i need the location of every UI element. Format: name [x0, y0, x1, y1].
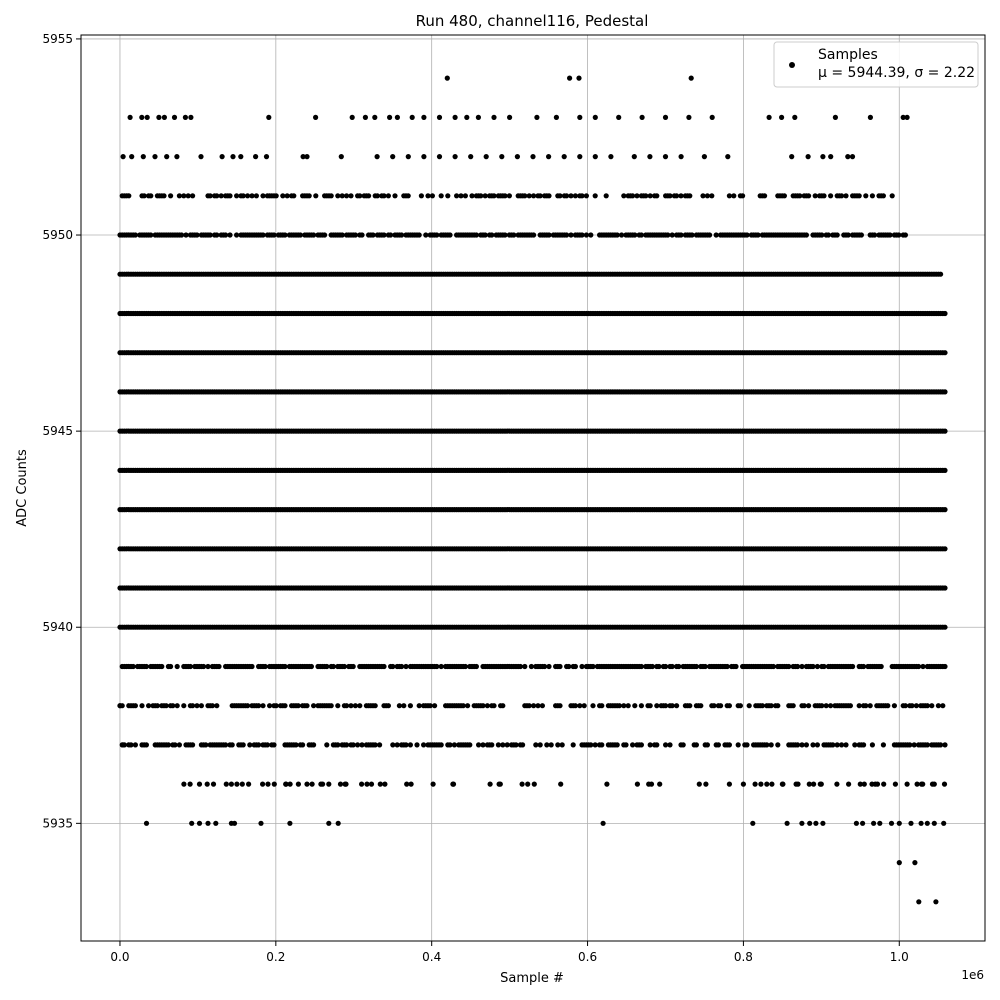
- data-point: [881, 193, 886, 198]
- data-point: [703, 782, 708, 787]
- data-point: [843, 193, 848, 198]
- data-point: [744, 742, 749, 747]
- data-point: [747, 703, 752, 708]
- data-level-5946: [117, 389, 947, 394]
- data-point: [139, 115, 144, 120]
- data-point: [707, 232, 712, 237]
- data-point: [489, 742, 494, 747]
- data-point: [214, 703, 219, 708]
- data-point: [599, 703, 604, 708]
- data-point: [584, 193, 589, 198]
- data-point: [733, 664, 738, 669]
- data-point: [828, 193, 833, 198]
- data-point: [531, 232, 536, 237]
- data-point: [863, 193, 868, 198]
- data-point: [942, 664, 947, 669]
- data-point: [942, 546, 947, 551]
- data-point: [791, 703, 796, 708]
- data-point: [445, 193, 450, 198]
- data-point: [386, 193, 391, 198]
- data-point: [859, 232, 864, 237]
- data-point: [698, 703, 703, 708]
- data-point: [626, 703, 631, 708]
- data-point: [769, 742, 774, 747]
- data-point: [582, 703, 587, 708]
- data-point: [879, 664, 884, 669]
- data-point: [540, 703, 545, 708]
- data-point: [639, 742, 644, 747]
- data-point: [821, 193, 826, 198]
- data-point: [942, 468, 947, 473]
- data-point: [254, 193, 259, 198]
- data-point: [168, 664, 173, 669]
- data-point: [632, 703, 637, 708]
- data-point: [386, 703, 391, 708]
- data-point: [373, 703, 378, 708]
- data-point: [145, 115, 150, 120]
- data-point: [224, 782, 229, 787]
- data-point: [322, 232, 327, 237]
- data-point: [903, 232, 908, 237]
- data-point: [465, 703, 470, 708]
- data-point: [654, 193, 659, 198]
- data-point: [782, 193, 787, 198]
- data-point: [190, 193, 195, 198]
- data-point: [870, 742, 875, 747]
- data-point: [599, 742, 604, 747]
- data-point: [623, 742, 628, 747]
- data-point: [230, 742, 235, 747]
- data-point: [573, 664, 578, 669]
- data-point: [938, 272, 943, 277]
- data-point: [324, 742, 329, 747]
- data-point: [377, 742, 382, 747]
- data-point: [775, 703, 780, 708]
- data-point: [274, 193, 279, 198]
- data-level-5949: [117, 272, 943, 277]
- data-point: [282, 703, 287, 708]
- data-point: [463, 193, 468, 198]
- data-point: [181, 703, 186, 708]
- data-point: [942, 350, 947, 355]
- data-point: [857, 193, 862, 198]
- data-point: [546, 664, 551, 669]
- data-point: [716, 742, 721, 747]
- data-point: [439, 742, 444, 747]
- data-point: [520, 742, 525, 747]
- data-point: [148, 193, 153, 198]
- data-point: [467, 742, 472, 747]
- data-point: [942, 507, 947, 512]
- data-level-5945: [117, 429, 947, 434]
- data-point: [718, 703, 723, 708]
- data-point: [401, 703, 406, 708]
- data-point: [557, 703, 562, 708]
- data-point: [159, 664, 164, 669]
- data-point: [775, 742, 780, 747]
- data-point: [804, 742, 809, 747]
- data-point: [417, 232, 422, 237]
- data-point: [588, 232, 593, 237]
- data-point: [227, 193, 232, 198]
- data-point: [300, 742, 305, 747]
- data-point: [216, 664, 221, 669]
- data-point: [432, 703, 437, 708]
- data-point: [942, 742, 947, 747]
- data-point: [309, 664, 314, 669]
- data-point: [532, 782, 537, 787]
- data-point: [558, 782, 563, 787]
- data-point: [177, 742, 182, 747]
- data-point: [227, 232, 232, 237]
- data-point: [815, 742, 820, 747]
- data-point: [657, 782, 662, 787]
- data-point: [133, 742, 138, 747]
- data-point: [414, 742, 419, 747]
- data-point: [175, 664, 180, 669]
- data-point: [126, 193, 131, 198]
- data-point: [590, 703, 595, 708]
- data-point: [892, 703, 897, 708]
- data-point: [419, 193, 424, 198]
- data-point: [848, 703, 853, 708]
- data-point: [392, 193, 397, 198]
- data-point: [304, 703, 309, 708]
- data-point: [942, 389, 947, 394]
- data-point: [576, 76, 581, 81]
- data-point: [674, 703, 679, 708]
- data-level-5948: [117, 311, 947, 316]
- data-point: [736, 742, 741, 747]
- data-point: [727, 703, 732, 708]
- data-point: [654, 742, 659, 747]
- data-point: [549, 742, 554, 747]
- data-point: [408, 742, 413, 747]
- data-point: [311, 742, 316, 747]
- data-point: [835, 232, 840, 237]
- data-point: [942, 429, 947, 434]
- data-point: [738, 703, 743, 708]
- data-point: [291, 193, 296, 198]
- data-point: [868, 703, 873, 708]
- data-point: [260, 703, 265, 708]
- data-point: [942, 311, 947, 316]
- data-point: [474, 664, 479, 669]
- data-point: [241, 742, 246, 747]
- data-point: [929, 703, 934, 708]
- data-point: [500, 703, 505, 708]
- data-point: [639, 703, 644, 708]
- data-point: [806, 193, 811, 198]
- data-point: [942, 585, 947, 590]
- data-point: [567, 76, 572, 81]
- data-point: [557, 664, 562, 669]
- data-point: [560, 742, 565, 747]
- data-point: [357, 703, 362, 708]
- data-point: [359, 232, 364, 237]
- data-point: [870, 193, 875, 198]
- data-point: [329, 193, 334, 198]
- data-point: [351, 664, 356, 669]
- data-point: [409, 782, 414, 787]
- data-point: [168, 193, 173, 198]
- data-point: [890, 193, 895, 198]
- data-level-5943: [117, 507, 947, 512]
- data-point: [850, 664, 855, 669]
- data-point: [507, 193, 512, 198]
- data-level-5940: [117, 625, 947, 630]
- data-point: [139, 703, 144, 708]
- data-point: [430, 193, 435, 198]
- data-point: [335, 703, 340, 708]
- data-level-5950: [117, 232, 908, 237]
- data-point: [740, 193, 745, 198]
- data-point: [199, 703, 204, 708]
- data-point: [604, 193, 609, 198]
- data-point: [731, 193, 736, 198]
- data-point: [806, 703, 811, 708]
- data-point: [538, 742, 543, 747]
- chart-title: Run 480, channel116, Pedestal: [415, 12, 649, 30]
- data-level-5941: [117, 585, 947, 590]
- data-point: [491, 703, 496, 708]
- data-point: [861, 742, 866, 747]
- data-point: [447, 232, 452, 237]
- data-point: [522, 664, 527, 669]
- data-level-5944: [117, 468, 947, 473]
- data-point: [128, 115, 133, 120]
- data-point: [762, 193, 767, 198]
- data-level-5947: [117, 350, 947, 355]
- data-point: [571, 742, 576, 747]
- data-point: [546, 193, 551, 198]
- data-point: [727, 742, 732, 747]
- data-point: [843, 742, 848, 747]
- data-point: [144, 742, 149, 747]
- data-point: [940, 703, 945, 708]
- data-point: [190, 742, 195, 747]
- data-point: [406, 193, 411, 198]
- data-point: [648, 703, 653, 708]
- data-point: [249, 664, 254, 669]
- data-point: [439, 193, 444, 198]
- data-point: [709, 193, 714, 198]
- data-point: [175, 703, 180, 708]
- data-point: [769, 782, 774, 787]
- data-point: [408, 703, 413, 708]
- data-point: [758, 782, 763, 787]
- data-point: [687, 193, 692, 198]
- data-point: [593, 193, 598, 198]
- data-point: [875, 782, 880, 787]
- data-point: [161, 193, 166, 198]
- data-point: [525, 782, 530, 787]
- data-point: [329, 703, 334, 708]
- data-point: [689, 76, 694, 81]
- data-point: [313, 193, 318, 198]
- data-point: [694, 742, 699, 747]
- data-point: [942, 625, 947, 630]
- data-point: [687, 703, 692, 708]
- data-point: [615, 742, 620, 747]
- data-point: [431, 782, 436, 787]
- data-point: [348, 193, 353, 198]
- data-point: [310, 782, 315, 787]
- data-point: [271, 742, 276, 747]
- data-point: [881, 742, 886, 747]
- data-point: [366, 193, 371, 198]
- data-point: [804, 232, 809, 237]
- data-point: [705, 742, 710, 747]
- data-point: [681, 742, 686, 747]
- data-point: [697, 782, 702, 787]
- data-level-5942: [117, 546, 947, 551]
- data-point: [885, 703, 890, 708]
- data-point: [445, 76, 450, 81]
- data-point: [381, 664, 386, 669]
- data-point: [133, 703, 138, 708]
- data-point: [667, 742, 672, 747]
- data-point: [307, 193, 312, 198]
- data-point: [369, 782, 374, 787]
- data-point: [604, 782, 609, 787]
